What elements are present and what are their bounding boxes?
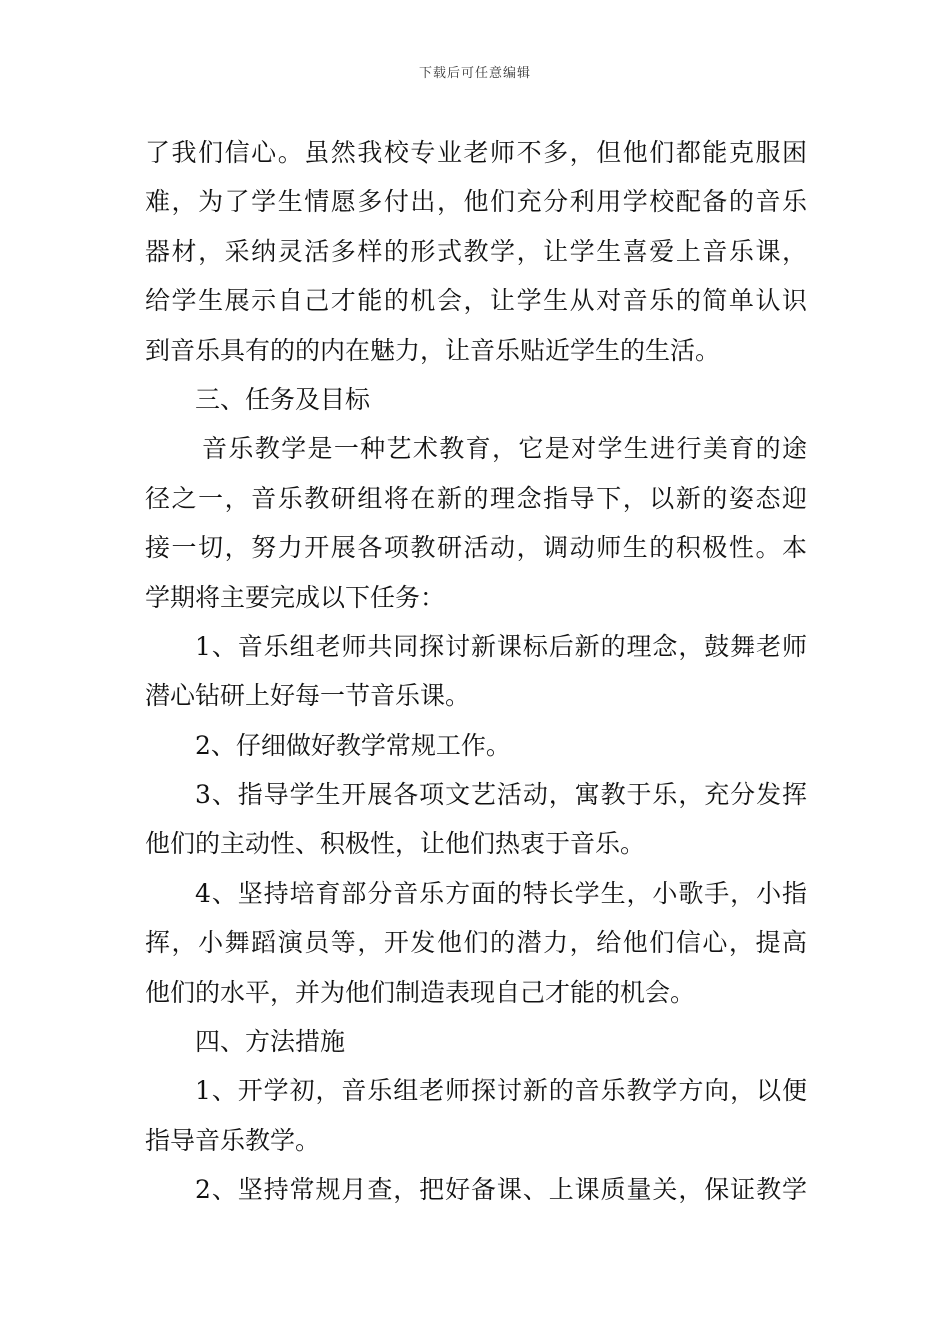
list-item-line: 1、音乐组老师共同探讨新课标后新的理念，鼓舞老师: [195, 631, 807, 661]
header-note: 下载后可任意编辑: [418, 66, 531, 81]
document-body: [145, 128, 807, 1215]
text-line: 器材，采纳灵活多样的形式教学，让学生喜爱上音乐课，: [145, 236, 807, 266]
text-line: 挥，小舞蹈演员等，开发他们的潜力，给他们信心，提高: [145, 928, 807, 958]
text-line: 了我们信心。虽然我校专业老师不多，但他们都能克服困: [145, 138, 807, 167]
text-line: 指导音乐教学。: [145, 1125, 321, 1155]
text-line: 学期将主要完成以下任务：: [145, 582, 446, 612]
list-item-line: 4、坚持培育部分音乐方面的特长学生，小歌手，小指: [195, 878, 807, 908]
section-heading-methods: 四、方法措施: [195, 1027, 346, 1057]
list-item-line: 2、仔细做好教学常规工作。: [195, 730, 511, 760]
text-line: 音乐教学是一种艺术教育，它是对学生进行美育的途: [202, 434, 807, 464]
text-line: 潜心钻研上好每一节音乐课。: [145, 681, 471, 711]
text-line: 他们的主动性、积极性，让他们热衷于音乐。: [145, 829, 646, 859]
text-line: 接一切，努力开展各项教研活动，调动师生的积极性。本: [145, 533, 807, 563]
text-line: 径之一，音乐教研组将在新的理念指导下，以新的姿态迎: [145, 483, 807, 513]
list-item-line: 1、开学初，音乐组老师探讨新的音乐教学方向，以便: [195, 1076, 807, 1106]
list-item-line: 3、指导学生开展各项文艺活动，寓教于乐，充分发挥: [195, 780, 807, 810]
text-line: 难，为了学生情愿多付出，他们充分利用学校配备的音乐: [145, 187, 807, 217]
section-heading-tasks: 三、任务及目标: [195, 384, 371, 414]
list-item-line: 2、坚持常规月查，把好备课、上课质量关，保证教学: [195, 1175, 807, 1205]
text-line: 他们的水平，并为他们制造表现自己才能的机会。: [145, 977, 696, 1007]
text-line: 给学生展示自己才能的机会，让学生从对音乐的简单认识: [145, 286, 807, 316]
text-line: 到音乐具有的的内在魅力，让音乐贴近学生的生活。: [145, 335, 721, 365]
